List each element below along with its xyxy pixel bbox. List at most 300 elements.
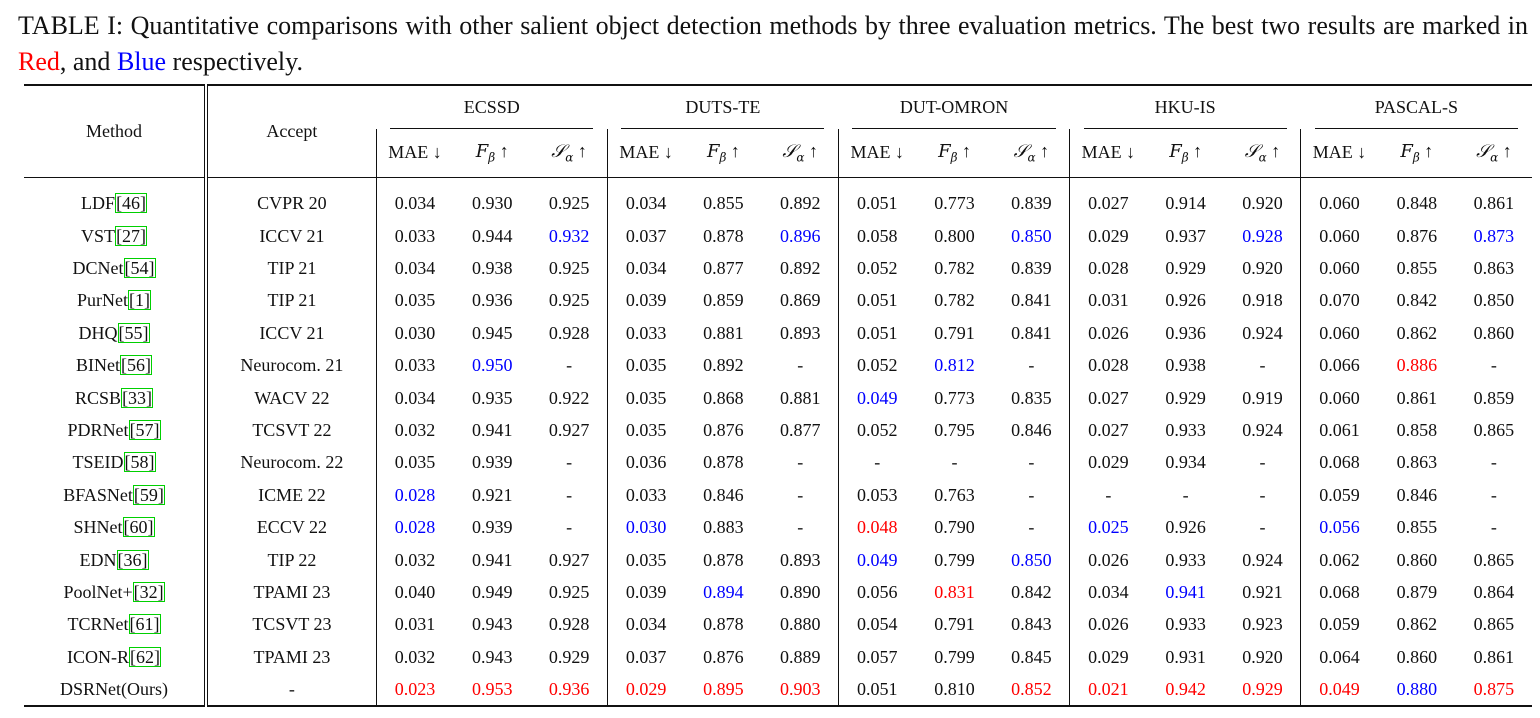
caption-text: TABLE I: Quantitative comparisons with other salient object detection methods by three evaluation metrics. The best two results are marked in [18,11,1528,40]
value-cell: 0.021 [1070,673,1147,705]
method-cell [24,641,206,673]
value-cell: 0.026 [1070,609,1147,641]
value-cell: 0.027 [1070,414,1147,446]
value-cell: 0.932 [548,225,590,246]
citation-link[interactable]: [32] [133,581,164,602]
citation-link[interactable]: [61] [129,614,160,635]
method-cell [24,414,206,446]
value-cell: 0.029 [607,673,684,705]
value-cell: 0.878 [703,614,744,635]
citation-link[interactable]: [27] [116,225,147,246]
table-row [24,252,1532,284]
value-cell: 0.878 [703,225,744,246]
method-name: LDF [81,193,116,213]
value-cell: 0.892 [779,258,821,279]
metric-header-ecssd-mae: MAE ↓ [376,129,453,177]
table-row [24,317,1532,349]
value-cell: 0.031 [1070,285,1147,317]
metric-header-duts-te-salpha: 𝒮$_\alpha$ ↑ [782,140,818,165]
metric-header-duts-te-fbeta: $F_\beta$ ↑ [706,140,740,165]
table-row [24,479,1532,511]
value-cell: 0.791 [934,322,975,343]
value-cell: 0.914 [1165,193,1206,213]
value-cell: 0.877 [779,420,821,441]
value-cell: 0.925 [548,581,590,602]
value-cell: 0.890 [779,581,821,602]
value-cell: 0.035 [376,285,453,317]
method-cell [24,576,206,608]
dataset-header-dut-omron: DUT-OMRON [838,85,1069,129]
value-cell: 0.029 [1070,220,1147,252]
value-cell: 0.846 [1396,484,1438,505]
value-cell: 0.893 [779,549,821,570]
value-cell: 0.941 [472,420,513,441]
value-cell: 0.859 [1473,387,1515,408]
value-cell: 0.790 [934,517,975,538]
value-cell: 0.861 [1473,193,1515,213]
value-cell: 0.037 [607,641,684,673]
value-cell: 0.068 [1301,447,1378,479]
value-cell: 0.810 [934,678,975,699]
method-name: TCRNet [67,614,129,635]
value-cell: 0.060 [1301,252,1378,284]
value-cell: - [566,355,573,376]
value-cell: 0.858 [1396,420,1438,441]
value-cell: 0.850 [1011,225,1052,246]
method-cell [24,317,206,349]
value-cell: 0.028 [1070,350,1147,382]
method-cell [24,479,206,511]
value-cell: 0.059 [1301,609,1378,641]
value-cell: 0.927 [548,420,590,441]
value-cell: 0.025 [1070,512,1147,544]
value-cell: 0.035 [607,350,684,382]
value-cell: 0.943 [472,646,513,667]
value-cell: 0.929 [548,646,590,667]
value-cell: 0.924 [1242,322,1283,343]
value-cell: 0.034 [607,609,684,641]
method-name: EDN [79,549,117,570]
value-cell: 0.924 [1242,549,1283,570]
value-cell: 0.039 [607,285,684,317]
metric-header-hku-is-fbeta: $F_\beta$ ↑ [1169,140,1203,165]
value-cell: 0.881 [703,322,744,343]
citation-link[interactable]: [56] [121,355,152,376]
value-cell: 0.923 [1242,614,1283,635]
value-cell: 0.056 [838,576,915,608]
value-cell: 0.799 [934,646,975,667]
results-table [24,84,1532,707]
value-cell: 0.943 [472,614,513,635]
value-cell: - [1028,355,1035,376]
value-cell: 0.920 [1242,193,1283,213]
value-cell: - [1259,355,1266,376]
value-cell: 0.868 [703,387,744,408]
value-cell: - [1259,484,1266,505]
value-cell: 0.939 [472,517,513,538]
value-cell: 0.862 [1396,322,1438,343]
method-cell [24,350,206,382]
method-name: DCNet [72,258,124,279]
value-cell: 0.049 [838,382,915,414]
value-cell: 0.052 [838,414,915,446]
value-cell: 0.773 [934,193,975,213]
value-cell: 0.938 [472,258,513,279]
value-cell: - [797,355,804,376]
value-cell: 0.892 [779,193,821,213]
value-cell: - [1490,452,1497,473]
metric-header-pascal-s-mae: MAE ↓ [1301,129,1378,177]
value-cell: 0.865 [1473,420,1515,441]
citation-link[interactable]: [36] [117,549,148,570]
value-cell: 0.938 [1165,355,1206,376]
method-cell [24,673,206,705]
value-cell: 0.942 [1165,678,1206,699]
value-cell: 0.030 [607,512,684,544]
value-cell: 0.831 [934,581,975,602]
value-cell: 0.033 [376,350,453,382]
method-name: VST [81,225,116,246]
value-cell: 0.862 [1396,614,1438,635]
value-cell: 0.936 [548,678,590,699]
citation-link[interactable]: [58] [124,452,155,473]
method-name: PoolNet+ [63,581,133,602]
value-cell: 0.879 [1396,581,1438,602]
value-cell: 0.026 [1070,544,1147,576]
table-caption [18,8,1528,80]
accept-cell: TPAMI 23 [253,581,331,602]
value-cell: 0.919 [1242,387,1283,408]
dataset-header-duts-te: DUTS-TE [607,85,838,129]
value-cell: 0.945 [472,322,513,343]
citation-link[interactable]: [62] [130,646,161,667]
value-cell: 0.927 [548,549,590,570]
value-cell: 0.051 [838,285,915,317]
value-cell: 0.944 [472,225,513,246]
value-cell: 0.925 [548,290,590,311]
value-cell: 0.059 [1301,479,1378,511]
table-row [24,609,1532,641]
value-cell: 0.934 [1165,452,1206,473]
method-cell [24,285,206,317]
method-name: PDRNet [67,420,129,441]
value-cell: 0.903 [779,678,821,699]
citation-link[interactable]: [55] [118,322,149,343]
value-cell: 0.048 [838,512,915,544]
accept-cell: TIP 22 [267,549,317,570]
table-row [24,414,1532,446]
value-cell: 0.873 [1473,225,1515,246]
value-cell: 0.926 [1165,517,1206,538]
method-header: Method [24,85,206,177]
value-cell: 0.861 [1396,387,1438,408]
value-cell: 0.933 [1165,549,1206,570]
value-cell: - [1182,484,1189,505]
value-cell: 0.056 [1301,512,1378,544]
value-cell: 0.865 [1473,549,1515,570]
value-cell: 0.860 [1396,646,1438,667]
metric-header-ecssd-salpha: 𝒮$_\alpha$ ↑ [551,140,587,165]
value-cell: - [838,447,915,479]
table-row [24,177,1532,220]
value-cell: 0.068 [1301,576,1378,608]
value-cell: 0.878 [703,452,744,473]
metric-header-dut-omron-salpha: 𝒮$_\alpha$ ↑ [1013,140,1050,165]
value-cell: 0.877 [703,258,744,279]
value-cell: 0.052 [838,252,915,284]
value-cell: 0.930 [472,193,513,213]
value-cell: 0.845 [1011,646,1052,667]
method-name: RCSB [75,387,122,408]
accept-cell: Neurocom. 22 [240,452,344,473]
value-cell: 0.953 [472,678,513,699]
table-row [24,382,1532,414]
value-cell: 0.937 [1165,225,1206,246]
value-cell: - [1490,517,1497,538]
value-cell: 0.035 [607,382,684,414]
value-cell: - [1028,517,1035,538]
value-cell: 0.894 [703,581,744,602]
method-cell [24,220,206,252]
value-cell: 0.058 [838,220,915,252]
metric-header-hku-is-salpha: 𝒮$_\alpha$ ↑ [1244,140,1281,165]
value-cell: 0.925 [548,193,590,213]
value-cell: 0.028 [1070,252,1147,284]
value-cell: 0.040 [376,576,453,608]
accept-cell: TIP 21 [267,258,317,279]
value-cell: 0.863 [1396,452,1438,473]
value-cell: 0.855 [1396,517,1438,538]
method-name: SHNet [73,517,123,538]
value-cell: 0.070 [1301,285,1378,317]
value-cell: 0.864 [1473,581,1515,602]
metric-header-dut-omron-mae: MAE ↓ [838,129,915,177]
value-cell: 0.881 [779,387,821,408]
value-cell: - [797,452,804,473]
citation-link[interactable]: [46] [116,193,147,213]
value-cell: 0.791 [934,614,975,635]
value-cell: 0.795 [934,420,975,441]
metric-header-hku-is-mae: MAE ↓ [1070,129,1147,177]
value-cell: 0.026 [1070,317,1147,349]
value-cell: 0.035 [376,447,453,479]
value-cell: 0.030 [376,317,453,349]
value-cell: 0.876 [703,646,744,667]
method-name: DHQ [78,322,118,343]
value-cell: 0.896 [779,225,821,246]
value-cell: 0.057 [838,641,915,673]
value-cell: 0.835 [1011,387,1052,408]
table-row [24,576,1532,608]
value-cell: - [1259,452,1266,473]
accept-cell: ICCV 21 [259,322,325,343]
caption-blue-word: Blue [116,47,167,76]
value-cell: 0.861 [1473,646,1515,667]
value-cell: 0.926 [1165,290,1206,311]
accept-header: Accept [206,85,376,177]
method-cell [24,609,206,641]
value-cell: 0.062 [1301,544,1378,576]
value-cell: 0.032 [376,544,453,576]
value-cell: 0.929 [1165,387,1206,408]
value-cell: 0.032 [376,641,453,673]
accept-cell: Neurocom. 21 [240,355,344,376]
value-cell: 0.850 [1473,290,1515,311]
value-cell: 0.029 [1070,447,1147,479]
value-cell: 0.029 [1070,641,1147,673]
value-cell: 0.034 [1070,576,1147,608]
method-cell [24,544,206,576]
value-cell: 0.033 [607,479,684,511]
citation-link[interactable]: [57] [129,420,160,441]
accept-cell: WACV 22 [254,387,330,408]
accept-cell: ICCV 21 [259,225,325,246]
value-cell: 0.883 [703,517,744,538]
metric-header-pascal-s-fbeta: $F_\beta$ ↑ [1400,140,1434,165]
method-name: PurNet [77,290,129,311]
value-cell: 0.060 [1301,382,1378,414]
value-cell: 0.848 [1396,193,1438,213]
value-cell: 0.846 [1011,420,1052,441]
dataset-header-hku-is: HKU-IS [1070,85,1301,129]
value-cell: 0.027 [1070,177,1147,220]
value-cell: 0.027 [1070,382,1147,414]
method-cell [24,252,206,284]
value-cell: 0.028 [376,479,453,511]
value-cell: 0.855 [703,193,744,213]
value-cell: 0.855 [1396,258,1438,279]
value-cell: 0.928 [1242,225,1283,246]
table-row [24,512,1532,544]
value-cell: 0.843 [1011,614,1052,635]
value-cell: 0.892 [703,355,744,376]
value-cell: 0.032 [376,414,453,446]
value-cell: 0.033 [607,317,684,349]
method-name: TSEID [72,452,124,473]
value-cell: 0.052 [838,350,915,382]
value-cell: 0.051 [838,673,915,705]
value-cell: 0.034 [376,252,453,284]
table-row [24,641,1532,673]
citation-link[interactable]: [33] [122,387,153,408]
dataset-header-pascal-s: PASCAL-S [1301,85,1532,129]
value-cell: - [566,517,573,538]
value-cell: 0.920 [1242,646,1283,667]
value-cell: 0.928 [548,614,590,635]
value-cell: 0.936 [472,290,513,311]
value-cell: 0.839 [1011,258,1052,279]
accept-cell: ICME 22 [258,484,326,505]
value-cell: - [566,452,573,473]
citation-link[interactable]: [54] [124,258,155,279]
value-cell: 0.049 [838,544,915,576]
metric-header-pascal-s-salpha: 𝒮$_\alpha$ ↑ [1476,140,1512,165]
value-cell: - [797,517,804,538]
accept-cell: TCSVT 22 [252,420,332,441]
value-cell: 0.782 [934,258,975,279]
value-cell: 0.860 [1473,322,1515,343]
value-cell: 0.933 [1165,420,1206,441]
value-cell: 0.850 [1011,549,1052,570]
value-cell: 0.773 [934,387,975,408]
value-cell: - [1259,517,1266,538]
value-cell: 0.928 [548,322,590,343]
value-cell: 0.033 [376,220,453,252]
value-cell: 0.053 [838,479,915,511]
value-cell: 0.929 [1165,258,1206,279]
value-cell: 0.037 [607,220,684,252]
accept-cell: ECCV 22 [256,517,327,538]
accept-cell: TCSVT 23 [252,614,332,635]
accept-cell: CVPR 20 [257,193,327,213]
citation-link[interactable]: [60] [123,517,154,538]
value-cell: 0.060 [1301,220,1378,252]
value-cell: 0.054 [838,609,915,641]
value-cell: 0.949 [472,581,513,602]
method-name: ICON-R [67,646,130,667]
value-cell: - [566,484,573,505]
method-cell [24,447,206,479]
metric-header-ecssd-fbeta: $F_\beta$ ↑ [475,140,509,165]
value-cell: 0.800 [934,225,975,246]
accept-cell: TIP 21 [267,290,317,311]
value-cell: 0.799 [934,549,975,570]
value-cell: 0.936 [1165,322,1206,343]
value-cell: 0.035 [607,544,684,576]
value-cell: 0.812 [934,355,975,376]
method-name: BINet [76,355,121,376]
value-cell: 0.880 [779,614,821,635]
value-cell: 0.865 [1473,614,1515,635]
value-cell: 0.035 [607,414,684,446]
caption-text-2: , and [59,47,117,76]
value-cell: 0.918 [1242,290,1283,311]
value-cell: 0.028 [376,512,453,544]
metric-header-dut-omron-fbeta: $F_\beta$ ↑ [938,140,971,165]
value-cell: - [1070,479,1147,511]
citation-link[interactable]: [59] [133,484,164,505]
value-cell: 0.842 [1011,581,1052,602]
value-cell: 0.846 [703,484,744,505]
value-cell: - [1490,484,1497,505]
value-cell: 0.941 [472,549,513,570]
dataset-header-ecssd: ECSSD [376,85,607,129]
value-cell: 0.060 [1301,317,1378,349]
value-cell: - [951,452,958,473]
value-cell: 0.782 [934,290,975,311]
table-row [24,285,1532,317]
value-cell: 0.921 [1242,581,1283,602]
value-cell: 0.939 [472,452,513,473]
citation-link[interactable]: [1] [129,290,151,311]
value-cell: 0.922 [548,387,590,408]
value-cell: 0.036 [607,447,684,479]
value-cell: 0.941 [1165,581,1206,602]
value-cell: 0.841 [1011,322,1052,343]
value-cell: 0.889 [779,646,821,667]
table-row [24,673,1532,705]
value-cell: 0.950 [472,355,513,376]
accept-cell: TPAMI 23 [253,646,331,667]
value-cell: 0.034 [607,177,684,220]
method-cell [24,177,206,220]
table-row [24,544,1532,576]
caption-text-3: respectively. [166,47,303,76]
value-cell: 0.875 [1473,678,1515,699]
value-cell: 0.921 [472,484,513,505]
value-cell: 0.064 [1301,641,1378,673]
value-cell: 0.859 [703,290,744,311]
